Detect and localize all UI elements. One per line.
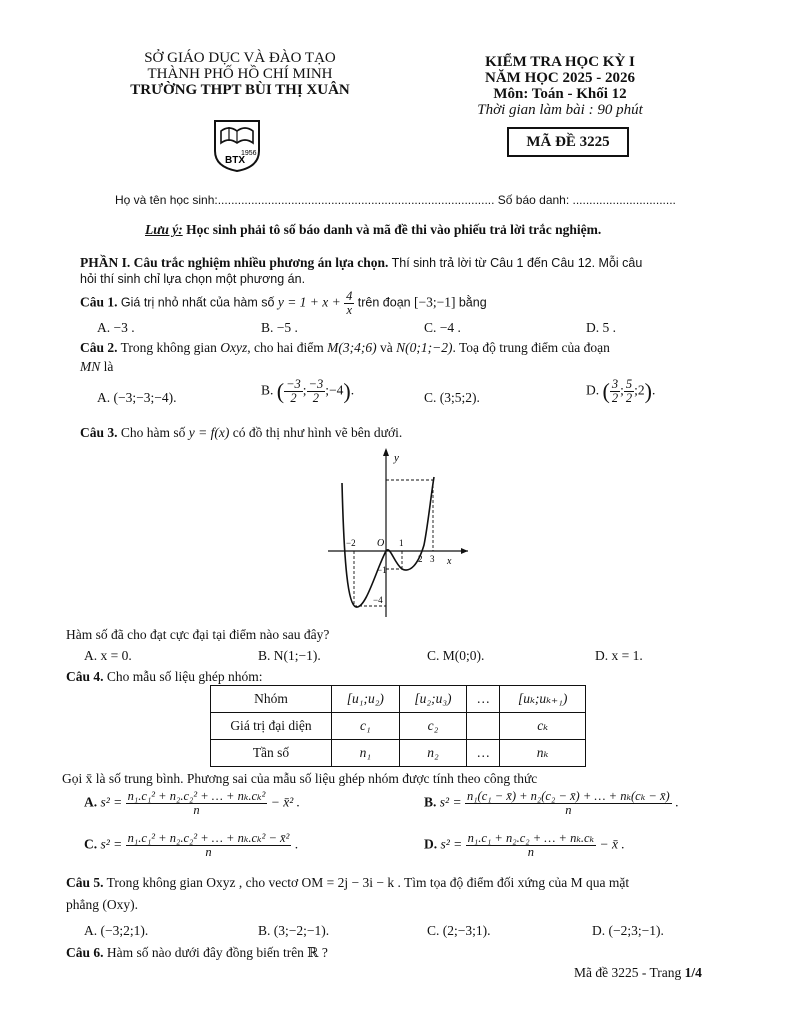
q2-option-b[interactable]: B. ( $\frac{-3}{2}$ ; $\frac{-3}{2}$ ;−4). bbox=[261, 377, 355, 405]
exam-time: Thời gian làm bài : 90 phút bbox=[477, 102, 643, 118]
q2-and: và bbox=[380, 340, 393, 355]
q5-option-a[interactable]: A. (−3;2;1). bbox=[84, 923, 149, 938]
exam-title: KIỂM TRA HỌC KỲ I bbox=[485, 54, 635, 70]
q4-option-a[interactable] bbox=[84, 790, 300, 817]
q4-d-label: D. bbox=[424, 836, 438, 852]
note bbox=[145, 221, 601, 239]
table-row bbox=[211, 740, 586, 767]
q3-option-a[interactable]: A. x = 0. bbox=[84, 648, 132, 663]
header-department: SỞ GIÁO DỤC VÀ ĐÀO TẠO bbox=[144, 50, 336, 66]
q4-a-label: A. bbox=[84, 794, 98, 810]
table-cell: Nhóm bbox=[211, 686, 332, 713]
q4-b-label: B. bbox=[424, 794, 437, 810]
exam-code-box bbox=[507, 127, 629, 157]
q4-b-tail: . bbox=[675, 794, 679, 810]
page-footer bbox=[574, 964, 702, 982]
table-cell: Tần số bbox=[211, 740, 332, 767]
tick-minus2: −2 bbox=[346, 538, 356, 548]
q2-b-frac1: $\frac{-3}{2}$ bbox=[286, 377, 301, 405]
q3-text: Cho hàm số bbox=[120, 425, 186, 440]
tick-minus1: −1 bbox=[377, 565, 387, 575]
q2-oxyz: Oxyz bbox=[220, 340, 248, 355]
q1-option-c[interactable]: C. −4 . bbox=[424, 320, 461, 335]
q1-stem bbox=[80, 290, 487, 317]
tick-2: 2 bbox=[418, 554, 423, 564]
q6-text: Hàm số nào dưới đây đồng biến trên ℝ ? bbox=[106, 945, 328, 960]
q3-option-b[interactable]: B. N(1;−1). bbox=[258, 648, 321, 663]
q2-text1: Trong không gian bbox=[120, 340, 217, 355]
q2-stem bbox=[80, 339, 610, 357]
table-cell: c₁ bbox=[332, 713, 400, 740]
q6-stem bbox=[66, 944, 328, 962]
q2-option-a[interactable]: A. (−3;−3;−4). bbox=[97, 390, 177, 405]
header-school: TRƯỜNG THPT BÙI THỊ XUÂN bbox=[130, 82, 350, 98]
table-cell: [u₁;u₂) bbox=[332, 686, 400, 713]
q5-text: Trong không gian Oxyz , cho vectơ OM = 2j − 3i − k . Tìm tọa độ điểm đối xứng của M qua mặt bbox=[106, 875, 630, 890]
origin-label: O bbox=[377, 538, 385, 549]
q2-segment: MN bbox=[80, 359, 101, 374]
q4-option-b[interactable] bbox=[424, 790, 678, 817]
part1-desc2: hỏi thí sinh chỉ lựa chọn một phương án. bbox=[80, 272, 306, 286]
q6-label: Câu 6. bbox=[66, 945, 104, 960]
function-curve bbox=[342, 477, 434, 607]
q4-option-c[interactable] bbox=[84, 832, 298, 859]
part1-title: PHẦN I. Câu trắc nghiệm nhiều phương án lựa chọn. bbox=[80, 255, 389, 270]
table-cell: c₂ bbox=[399, 713, 467, 740]
q1-option-a[interactable]: A. −3 . bbox=[97, 320, 135, 335]
q1-pre: Giá trị nhỏ nhất của hàm số bbox=[120, 295, 275, 310]
footer-page: 1/4 bbox=[684, 965, 702, 980]
q4-d-frac: $\frac{\text{n₁.c₁ + n₂.c₂ + … + nₖ.cₖ}}{n}$ bbox=[467, 831, 595, 859]
q2-b-frac2: $\frac{-3}{2}$ bbox=[308, 377, 324, 405]
table-cell: n₁ bbox=[332, 740, 400, 767]
q4-a-tail: − x̄² . bbox=[270, 794, 301, 810]
q5-line2: phẳng (Oxy). bbox=[66, 897, 138, 912]
q1-mid: trên đoạn bbox=[357, 295, 411, 310]
table-cell: … bbox=[467, 740, 500, 767]
school-year: NĂM HỌC 2025 - 2026 bbox=[485, 70, 635, 86]
q4-d-tail: − x̄ . bbox=[599, 836, 625, 852]
q2-option-c[interactable]: C. (3;5;2). bbox=[424, 390, 480, 405]
q1-option-b[interactable]: B. −5 . bbox=[261, 320, 298, 335]
table-cell: [u₂;u₃) bbox=[399, 686, 467, 713]
q4-c-frac: $\frac{\text{n₁.c₁² + n₂.c₂² + … + nₖ.cₖ² − x̄²}}{n}$ bbox=[127, 831, 290, 859]
q2-b-label: B. bbox=[261, 382, 274, 398]
q2-b-tail: ;−4 bbox=[325, 382, 344, 398]
student-info-line: Họ và tên học sinh:................................................................................... Số báo danh: ............................... bbox=[115, 193, 676, 207]
y-label: y bbox=[394, 452, 399, 464]
note-label: Lưu ý: bbox=[145, 222, 183, 237]
q4-c-tail: . bbox=[294, 836, 299, 852]
q5-label: Câu 5. bbox=[66, 875, 104, 890]
q3-option-c[interactable]: C. M(0;0). bbox=[427, 648, 485, 663]
table-cell: n₂ bbox=[399, 740, 467, 767]
school-logo-icon bbox=[207, 113, 267, 173]
header-right bbox=[440, 54, 680, 118]
q4-text: Cho mẫu số liệu ghép nhóm: bbox=[106, 669, 263, 684]
q2-d-tail: ;2 bbox=[634, 382, 645, 398]
q2-label: Câu 2. bbox=[80, 340, 118, 355]
q1-post: bằng bbox=[458, 295, 487, 310]
q1-label: Câu 1. bbox=[80, 294, 118, 310]
q4-b-lhs: s² = bbox=[439, 794, 462, 810]
q1-interval: [−3;−1] bbox=[413, 294, 456, 310]
q2-text2: , cho hai điểm bbox=[247, 340, 324, 355]
header-city: THÀNH PHỐ HỒ CHÍ MINH bbox=[147, 66, 333, 82]
q2-point-n: N(0;1;−2) bbox=[396, 340, 453, 355]
exam-code: MÃ ĐỀ 3225 bbox=[526, 134, 610, 150]
q3-fn: y = f(x) bbox=[188, 425, 230, 440]
q2-line2 bbox=[80, 358, 113, 376]
q4-b-frac: $\frac{\text{n₁(c₁ − x̄) + n₂(c₂ − x̄) + … + nₖ(cₖ − x̄)}}{n}$ bbox=[466, 789, 670, 817]
tick-1: 1 bbox=[399, 538, 404, 548]
table-row bbox=[211, 686, 586, 713]
table-cell: cₖ bbox=[500, 713, 586, 740]
q3-question: Hàm số đã cho đạt cực đại tại điểm nào sau đây? bbox=[66, 627, 330, 642]
part1-desc1: Thí sinh trả lời từ Câu 1 đến Câu 12. Mỗi câu bbox=[391, 256, 643, 270]
q4-option-d[interactable] bbox=[424, 832, 625, 859]
tick-minus4: −4 bbox=[373, 595, 383, 605]
table-row bbox=[211, 713, 586, 740]
q2-text3: . Toạ độ trung điểm của đoạn bbox=[452, 340, 610, 355]
q1-fraction: $\frac{4}{x}$ bbox=[346, 289, 353, 317]
x-label: x bbox=[447, 556, 452, 567]
q2-d-frac1: $\frac{3}{2}$ bbox=[611, 377, 619, 405]
q1-option-d[interactable]: D. 5 . bbox=[586, 320, 616, 335]
q5-stem bbox=[66, 874, 629, 892]
q4-c-label: C. bbox=[84, 836, 98, 852]
table-cell: nₖ bbox=[500, 740, 586, 767]
footer-text: Mã đề 3225 - Trang bbox=[574, 965, 682, 980]
table-cell: Giá trị đại diện bbox=[211, 713, 332, 740]
q2-line2-end: là bbox=[103, 359, 114, 374]
q1-fn: y = 1 + x + bbox=[277, 294, 341, 310]
part1-heading bbox=[80, 254, 720, 272]
subject: Môn: Toán - Khối 12 bbox=[493, 86, 627, 102]
y-axis-arrow-icon bbox=[383, 448, 389, 456]
q3-text2: có đồ thị như hình vẽ bên dưới. bbox=[232, 425, 403, 440]
q4-d-lhs: s² = bbox=[440, 836, 463, 852]
q5-option-d[interactable]: D. (−2;3;−1). bbox=[592, 923, 664, 938]
q4-data-table bbox=[210, 685, 586, 767]
q4-after: Gọi x̄ là số trung bình. Phương sai của mẫu số liệu ghép nhóm được tính theo công thức bbox=[62, 771, 538, 786]
q5-option-b[interactable]: B. (3;−2;−1). bbox=[258, 923, 330, 938]
table-cell: … bbox=[467, 686, 500, 713]
x-axis-arrow-icon bbox=[461, 548, 468, 554]
q4-a-lhs: s² = bbox=[100, 794, 123, 810]
q3-function-graph bbox=[320, 445, 470, 620]
q2-d-frac2: $\frac{5}{2}$ bbox=[625, 377, 633, 405]
table-cell bbox=[467, 713, 500, 740]
tick-3: 3 bbox=[430, 554, 435, 564]
table-cell: [uₖ;uₖ₊₁) bbox=[500, 686, 586, 713]
q4-c-lhs: s² = bbox=[100, 836, 123, 852]
q3-stem bbox=[80, 424, 402, 442]
logo-text: BTX bbox=[225, 155, 245, 166]
q4-label: Câu 4. bbox=[66, 669, 104, 684]
note-text: Học sinh phải tô số báo danh và mã đề thi vào phiếu trả lời trắc nghiệm. bbox=[186, 222, 602, 237]
q3-label: Câu 3. bbox=[80, 425, 118, 440]
q3-option-d[interactable]: D. x = 1. bbox=[595, 648, 643, 663]
q5-option-c[interactable]: C. (2;−3;1). bbox=[427, 923, 491, 938]
q4-stem bbox=[66, 668, 263, 686]
q2-option-d[interactable]: D. ( $\frac{3}{2}$ ; $\frac{5}{2}$ ;2). bbox=[586, 377, 656, 405]
school-logo bbox=[207, 113, 267, 173]
q4-a-frac: $\frac{\text{n₁.c₁² + n₂.c₂² + … + nₖ.cₖ²}}{n}$ bbox=[127, 789, 266, 817]
q2-point-m: M(3;4;6) bbox=[327, 340, 377, 355]
q2-d-label: D. bbox=[586, 382, 600, 398]
header-left bbox=[105, 50, 375, 98]
logo-year: 1956 bbox=[241, 150, 257, 157]
